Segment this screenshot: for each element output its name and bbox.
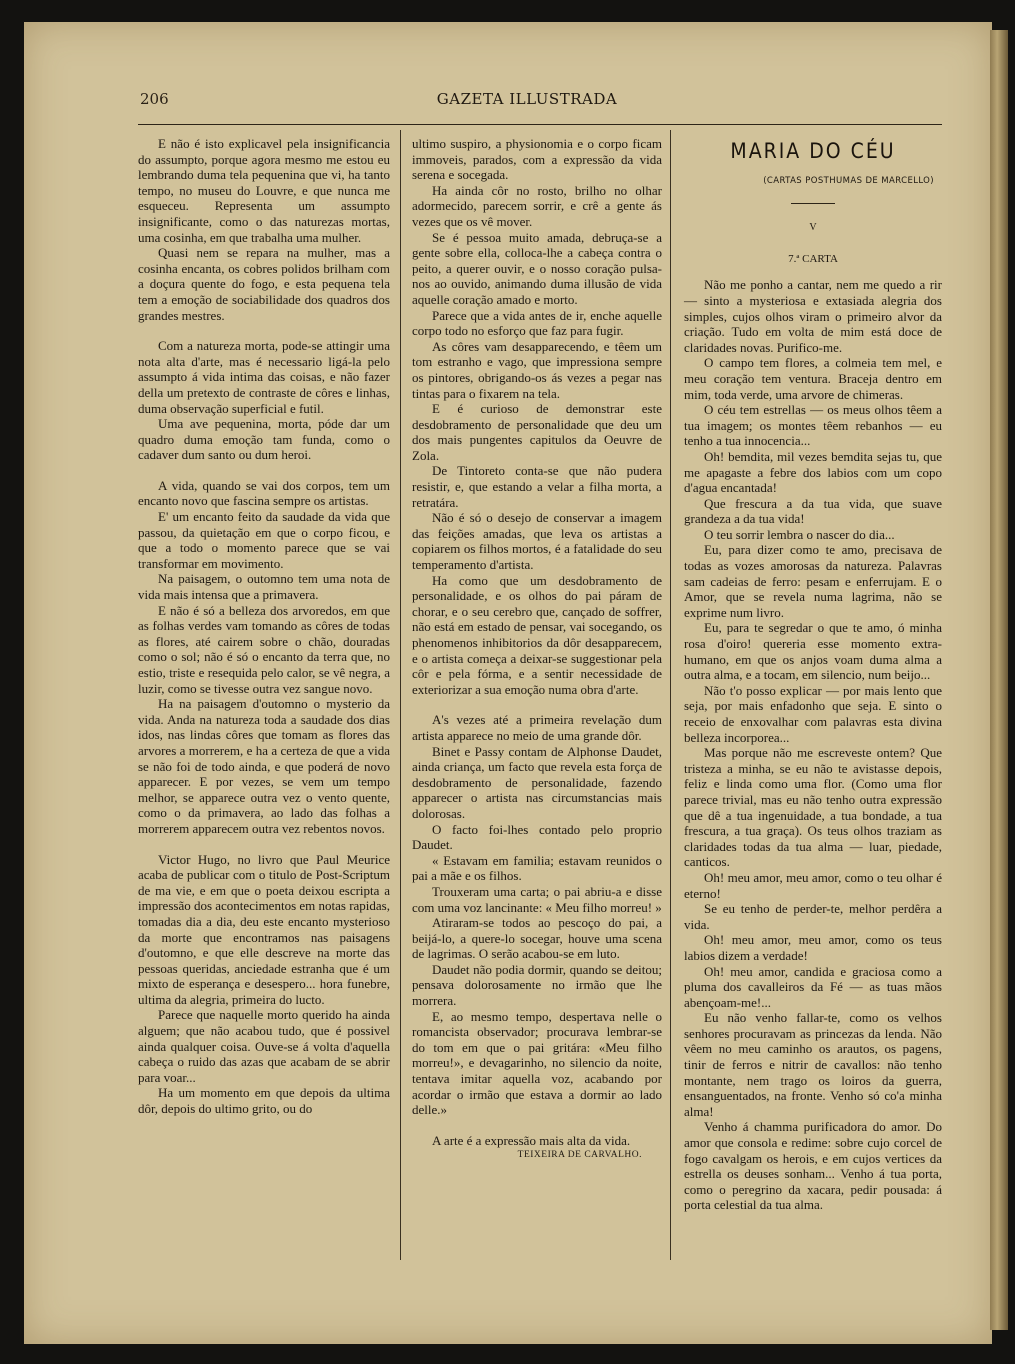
paragraph: Oh! meu amor, meu amor, como o teu olhar é eterno! [684, 869, 942, 901]
paragraph: O campo tem flores, a colmeia tem mel, e meu coração tem ventura. Braceja dentro em mim, toda verde, uma arvore de chimeras. [684, 355, 942, 402]
column-3 [684, 136, 942, 1213]
paragraph: Ha ainda côr no rosto, brilho no olhar adormecido, parecem sorrir, e crê a gente ás vezes que os vê mover. [412, 182, 662, 229]
paragraph: E não é só a belleza dos arvoredos, em que as folhas verdes vam tomando as côres de todas as flores, até cairem sobre o chão, douradas como o sol; não é só o encanto da terra que, no estio, triste e resequida pelo calor, se vê negra, a luzir, como se tivesse outra vez sangue novo. [138, 602, 390, 696]
page-number: 206 [140, 90, 169, 108]
paragraph: Venho á chamma purificadora do amor. Do amor que consola e redime: sobre cujo corcel de fogo cavalgam os herois, e em cujos vertices da estrella os deuses sonham... Venho á tua porta, como o peregrino da xacara, pedir pousada: á porta celestial da tua alma. [684, 1119, 942, 1213]
paragraph: E não é isto explicavel pela insignificancia do assumpto, porque agora mesmo me estou eu lembrando duma tela pequenina que vi, ha tanto tempo, no museu do Louvre, e que nunca me esqueceu. Representa um assumpto insignificante, como o das naturezas mortas, uma cosinha, em que trabalha uma mulher. [138, 136, 390, 245]
column-divider-2 [670, 130, 671, 1260]
paragraph: Oh! meu amor, candida e graciosa como a pluma dos cavalleiros da Fé — as tuas mãos abençoam-me!... [684, 963, 942, 1010]
paragraph: Não é só o desejo de conservar a imagem das feições amadas, que leva os artistas a copiarem os filhos mortos, é a fatalidade do seu temperamento d'artista. [412, 510, 662, 573]
paragraph: Trouxeram uma carta; o pai abriu-a e disse com uma voz lancinante: « Meu filho morreu! » [412, 883, 662, 915]
paragraph: Oh! meu amor, meu amor, como os teus labios dizem a verdade! [684, 932, 942, 963]
paragraph: O facto foi-lhes contado pelo proprio Daudet. [412, 821, 662, 853]
paragraph: Eu, para te segredar o que te amo, ó minha rosa d'oiro! quereria esse momento extra-humano, em que os anjos voam duma alma a outra alma, e a tocam, em silencio, num beijo... [684, 620, 942, 683]
letter-heading: 7.ª CARTA [788, 252, 838, 265]
paragraph: De Tintoreto conta-se que não pudera resistir, e, que estando a velar a filha morta, a retratára. [412, 463, 662, 510]
paragraph: Não t'o posso explicar — por mais lento que seja, por mais enfadonho que seja. E sinto o receio de enxovalhar com palavras esta divina belleza incorporea... [684, 682, 942, 745]
paragraph: O céu tem estrellas — os meus olhos têem a tua imagem; os montes têem rebanhos — eu tenho a tua innocencia... [684, 402, 942, 449]
paragraph: E, ao mesmo tempo, despertava nelle o romancista observador; procurava lembrar-se do tom em que o pai gritára: «Meu filho morreu!», e devagarinho, no silencio da noite, tentava imitar aquella voz, acabando por acordar o irmão que estava a dormir ao lado delle.» [412, 1008, 662, 1118]
paragraph: Que frescura a da tua vida, que suave grandeza a da tua vida! [684, 495, 942, 527]
paragraph: A arte é a expressão mais alta da vida. [432, 1132, 631, 1148]
paragraph: Na paisagem, o outomno tem uma nota de vida mais intensa que a primavera. [138, 571, 390, 603]
paragraph: Eu não venho fallar-te, como os velhos senhores procuravam as princezas da lenda. Não vêem no meu caminho os arautos, os pagens, tinir de ferros e nitrir de cavallos: não tenho montante, nem trago os loiros da guerra, ensanguentados, na fronte. Venho só co'a minha alma! [684, 1010, 942, 1119]
paragraph: E é curioso de demonstrar este desdobramento de personalidade que deu um dos mais pungentes capitulos da Oeuvre de Zola. [412, 401, 662, 463]
paragraph: Se eu tenho de perder-te, melhor perdêra a vida. [684, 901, 942, 932]
column-divider-1 [400, 130, 401, 1260]
paragraph: Binet e Passy contam de Alphonse Daudet, ainda criança, um facto que revela esta força de desdobramento de personalidade, fazendo apparecer o artista nas circumstancias mais dolorosas. [412, 743, 662, 821]
paragraph: Quasi nem se repara na mulher, mas a cosinha encanta, os cobres polidos brilham com a doçura quente do fogo, e esta pequena tela tem a emoção de sociabilidade dos quadros dos grandes mestres. [138, 245, 390, 323]
header-rule [138, 124, 942, 125]
paragraph: Ha um momento em que depois da ultima dôr, depois do ultimo grito, ou do [138, 1085, 390, 1117]
paragraph: ultimo suspiro, a physionomia e o corpo ficam immoveis, parados, com a expressão da vida serena e socegada. [412, 136, 662, 183]
paragraph: Atiraram-se todos ao pescoço do pai, a beijá-lo, a quere-lo socegar, houve uma scena de lagrimas. O serão acabou-se em luto. [412, 915, 662, 962]
paragraph: Parece que a vida antes de ir, enche aquelle corpo todo no esforço que faz para fugir. [412, 307, 662, 339]
author-signature: TEIXEIRA DE CARVALHO. [517, 1150, 642, 1161]
title-rule [791, 203, 835, 204]
paragraph: Victor Hugo, no livro que Paul Meurice acaba de publicar com o titulo de Post-Scriptum de ma vie, e em que o poeta deixou escripta a impressão dos acontecimentos em notas rapidas, tomadas dia a dia, deu este encanto mysterioso da morte que encontramos nas paisagens d'outomno, e que elle descreve na morte das pessoas queridas, anciedade estranha que é um mixto de esperança e desespero... hora funebre, ultima da alegria, primeira do lucto. [138, 851, 390, 1007]
paragraph: « Estavam em familia; estavam reunidos o pai a mãe e os filhos. [412, 852, 662, 884]
column-2 [412, 136, 662, 1164]
paragraph: A's vezes até a primeira revelação dum artista apparece no meio de uma grande dôr. [412, 712, 662, 743]
paragraph: Não me ponho a cantar, nem me quedo a rir — sinto a mysteriosa e extasiada alegria dos simples, cujos olhos viram o primeiro alvor da criação. Tudo em volta de mim está doce de claridades novas. Purifico-me. [684, 277, 942, 355]
paragraph: Parece que naquelle morto querido ha ainda alguem; que não acabou tudo, que é possivel ainda qualquer coisa. Ouve-se á volta d'aquella cabeça o ruido das azas que acabam de se abrir para voar... [138, 1007, 390, 1085]
running-head: GAZETA ILLUSTRADA [436, 90, 618, 108]
paragraph: Mas porque não me escreveste ontem? Que tristeza a minha, se eu não te avistasse depois, feliz e linda como uma flor. (Como uma flor parece trivial, mas eu não tenho outra expressão que dê a tua ingenuidade, a tua bondade, a tua frescura, a tua graça). Os teus olhos traziam as claridades todas da tua alma — luar, piedade, canticos. [684, 745, 942, 870]
paragraph: E' um encanto feito da saudade da vida que passou, da quietação em que o corpo ficou, e que a todo o momento parece que se vai transformar em movimento. [138, 509, 390, 571]
paragraph: O teu sorrir lembra o nascer do dia... [704, 526, 895, 542]
paragraph: Uma ave pequenina, morta, póde dar um quadro duma emoção tam funda, como o cadaver dum santo ou dum heroi. [138, 416, 390, 463]
paragraph: Oh! bemdita, mil vezes bemdita sejas tu, que me apagaste a febre dos labios com um copo d'agua encantada! [684, 448, 942, 496]
page-header [112, 88, 942, 112]
section-number: V [809, 222, 817, 234]
paragraph: Com a natureza morta, pode-se attingir uma nota alta d'arte, mas é necessario ligá-la pelo assumpto á vida intima das coisas, e não fazer della um pretexto de contraste de côres e linhas, duma observação superficial e futil. [138, 338, 390, 416]
paragraph: As côres vam desapparecendo, e têem um tom estranho e vago, que impressiona sempre os pintores, obrigando-os ás vezes a pegar nas tintas para o fixarem na tela. [412, 338, 662, 401]
column-1 [138, 136, 390, 1117]
article-title: MARIA DO CÉU [730, 139, 896, 163]
paragraph: Se é pessoa muito amada, debruça-se a gente sobre ella, colloca-lhe a cabeça contra o peito, a querer ouvir, e o nosso coração pulsa-nos ao ouvido, animando duma illusão de vida aquelle coração amado e morto. [412, 229, 662, 307]
next-page-edge [990, 30, 1008, 1330]
paragraph: Daudet não podia dormir, quando se deitou; pensava dolorosamente no irmão que lhe morrera. [412, 961, 662, 1009]
paragraph: Eu, para dizer como te amo, precisava de todas as vozes amorosas da natureza. Palavras sam cadeias de ferro: pesam e enferrujam. E o Amor, que se revela numa lagrima, não se exprime num livro. [684, 542, 942, 620]
paragraph: Ha na paisagem d'outomno o mysterio da vida. Anda na natureza toda a saudade dos dias idos, nas lindas côres que tomam as flores das arvores a morrerem, e ha a certeza de que a vida se não foi de todo ainda, e que poderá de novo apparecer. E por vezes, se vem um tempo melhor, se apparece outra vez o vento quente, como o da primavera, ao lado das folhas a morrerem apparecem outra vez rebentos novos. [138, 696, 390, 836]
article-subtitle: (CARTAS POSTHUMAS DE MARCELLO) [763, 175, 934, 186]
paragraph: A vida, quando se vai dos corpos, tem um encanto novo que fascina sempre os artistas. [138, 477, 390, 509]
paragraph: Ha como que um desdobramento de personalidade, e os olhos do pai páram de chorar, e o seu cerebro que, cançado de soffrer, não está em estado de pensar, vai socegando, os phenomenos inhibitorios da dôr desapparecem, e o artista começa a deixar-se suggestionar pela côr e pela fórma, e a sentir necessidade de exteriorizar a sua emoção numa obra d'arte. [412, 572, 662, 697]
